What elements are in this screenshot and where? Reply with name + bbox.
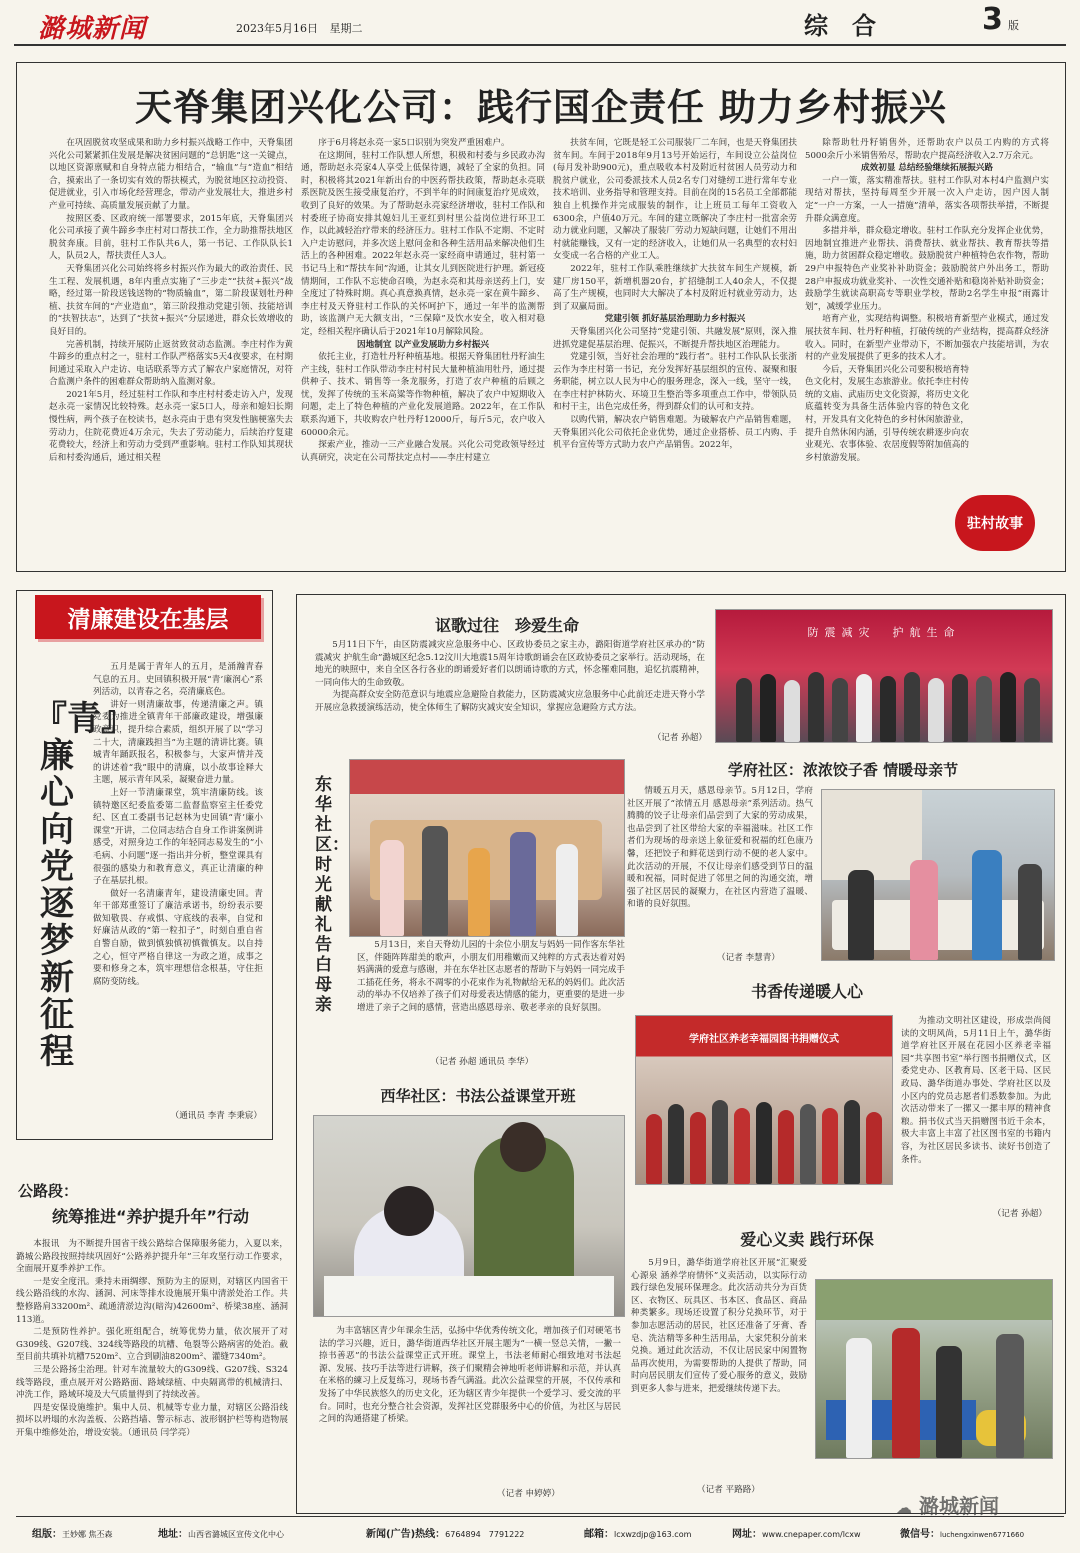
footer-web-value: www.cnepaper.com/lcxw [762,1530,861,1539]
lead-column-1 [49,137,293,563]
footer-address-label: 地址： [158,1529,188,1540]
page-number [982,2,1019,37]
date-text: 2023年5月16日 [236,22,318,35]
story-byline-xuefu: （记者 李慧青） [717,953,780,963]
road-title: 统筹推进“养护提升年”行动 [52,1207,250,1226]
masthead [14,2,1066,44]
footer-address [158,1525,284,1540]
footer-wechat [900,1525,1024,1540]
footer-hotline-label: 新闻(广告)热线： [366,1529,446,1540]
integrity-paragraph: 讲好一则清廉故事，传递清廉之声。镇党委为推进全镇青年干部廉政建设，增强廉政意识，提升综合素质，组织开展了以“学习二十大，清廉践担当”为主题的清讲比赛。镇城青年踊跃报名，积极参与，大家声情并茂的讲述着“我”眼中的清廉，以小故事诠释大主题，展示青年风采，凝聚奋进力量。 [93,699,263,786]
integrity-banner [35,595,261,639]
story-byline-books: （记者 孙超） [992,1209,1047,1219]
lead-paragraph: 在这期间，驻村工作队想人所想，积极和村委与乡民政办沟通，帮助赵永亮家4人享受上低保待遇，减轻了全家的负担。同时，积极将其2021年新出台的中医药帮扶政策，帮助赵永亮联系医院及医生接受康复治疗，不到半年的时间康复治疗见成效，收到了良好的效果。为了帮助赵永亮家经济增收，驻村工作队和村委班子协商安排其媳妇儿王亚红到村里公益岗位进行环卫工作，以此减轻治疗带来的经济压力。驻村工作队不定期、不定时入户走访慰问，并多次送上慰问金和各种生活用品来解决他们生活上的各种困难。2022年赵永亮一家经商申请通过，驻村第一书记马上和“帮扶车间”沟通，让其女儿到医院进行护理。新冠疫情期间，工作队不忘使命召唤，为赵永亮和其母亲送药上门，安全度过了特殊时期。真心真意换真情，赵永亮一家在黄牛蹄乡、李庄村及天脊驻村工作队的关怀呵护下，通过一年半的监测帮助，该监测户无大额支出，“三保障”及饮水安全，收入相对稳定，经相关程序确认后于2021年10月解除风险。 [301,150,545,337]
lead-paragraph: 完善机制，持续开展防止返贫致贫动态监测。李庄村作为黄牛蹄乡的重点村之一，驻村工作队严格落实5天4夜要求，在村期间通过采取入户走访、电话联系等方式了解农户家庭情况，对符合监测户条件的困难群众帮助纳入监测对象。 [49,339,293,388]
lead-paragraph: 依托主业，打造牡丹籽种植基地。根据天脊集团牡丹籽油生产主线，驻村工作队带动李庄村村民大量种植油用牡丹，通过提供种子、技术、销售等一条龙服务，打造了农户种植的后顾之忧，发挥了传统的玉米高粱等作物种植，解决了农户中短期收入问题，走上了特色种植的产业化发展道路。2022年，在工作队联系沟通下，共收购农户牡丹籽12000斤，每斤5元，农户收入60000余元。 [301,352,545,438]
footer-editor-value: 王妙娜 焦丕森 [62,1530,113,1539]
footer-mail-value: lcxwzdjp@163.com [614,1530,692,1539]
lead-subhead: 成效初显 总结经验继续拓展振兴路 [861,163,993,174]
page-no: 3 [982,2,1003,37]
lead-paragraph: 序于6月将赵永亮一家5口识别为突发严重困难户。 [318,138,510,148]
road-section [16,1174,288,1516]
section-name: 综 合 [804,12,876,40]
story-body-books [901,1015,1051,1203]
lead-headline: 天脊集团兴化公司：践行国企责任 助力乡村振兴 [135,86,947,129]
story-body-xuefu [627,785,813,935]
story-byline-xihua: （记者 申婷婷） [497,1489,560,1499]
watermark-text: 潞城新闻 [918,1494,999,1518]
community-section [296,594,1066,1514]
issue-date [236,20,363,36]
footer-web [732,1525,861,1540]
story-paragraph: 5月13日，来自天脊幼儿园的十余位小朋友与妈妈一同作客东华社区，伴随阵阵甜美的歌声，小朋友们用稚嫩而又纯粹的方式表达着对妈妈满满的爱意与感谢，并在东华社区志愿者的帮助下与妈妈一同完成手工插花任务，将永不凋零的小花束作为礼物献给无私的妈妈们。此次活动的举办不仅培养了孩子们对母爱表达情感的能力，更重要的是进一步增进了亲子之间的感情，营造出感恩母亲、敬老孝亲的良好氛围。 [357,940,625,1013]
story-title-books: 书香传递暖人心 [750,982,863,1001]
seal-text: 驻村故事 [967,516,1023,532]
lead-paragraph: 一户一策，落实精准帮扶。驻村工作队对本村4户监测户实现结对帮扶，坚持每周至少开展一次入户走访，因户因人制定“一户一方案，一人一措施”清单，落实各项帮扶举措，不断提升群众满意度。 [805,175,1049,224]
photo-banner-text: 防震减灾 护航生命 [807,626,961,639]
lead-paragraph: 以购代销，解决农户销售难题。为破解农户产品销售难题，天脊集团兴化公司依托企业优势，通过企业搭桥、员工内购、手机平台宣传等方式助力农户产品销售。2022年， [553,415,797,451]
lead-paragraph: 在巩固脱贫攻坚成果和助力乡村振兴战略工作中，天脊集团兴化公司紧紧抓住发展是解决贫困问题的“总钥匙”这一关键点，以地区资源禀赋和自身特点能力相结合，“输血”与“造血”相结合，摸索出了一条切实有效的帮扶模式，为脱贫地区拉动投资、促进就业，引入市场化经营理念，带动产业发展壮大，推进乡村产业可持续、高质量发展贡献了力量。 [49,138,293,211]
lead-paragraph: 天脊集团兴化公司始终将乡村振兴作为最大的政治责任、民生工程、发展机遇，8年内重点实施了“三步走”“扶贫+振兴”战略，经过第一阶段送钱送物的“物质输血”，第二阶段谋划牡丹种植、扶贫车间的“产业造血”，第三阶段推动党建引领、技能培训的“扶智扶志”，达到了“扶贫+振兴”分层递进，群众长效增收的良好目的。 [49,263,293,337]
lead-story [16,62,1066,572]
photo-books-donation [635,1015,893,1185]
story-byline-charity: （记者 平路路） [697,1485,760,1495]
integrity-paragraph: 上好一节清廉课堂，筑牢清廉防线。该镇特邀区纪委监委第二监督监察室主任委党纪、区直工委副书记赵林为史回镇“青’廉小课堂”开讲，二位同志结合自身工作讲案例讲感受，对照身边工作的年轻同志易发生的”小毛病、小问题”逐一指出并分析，整堂课具有很强的感染力和教育意义，真正让清廉的种子在基层扎根。 [93,787,263,887]
lead-paragraph: 2022年，驻村工作队乘胜继续扩大扶贫车间生产规模，新建厂房150平，新增机器20台，扩招缝制工人40余人，不仅提高了生产规模，也同时大大解决了本村及附近村就业劳动力，达到了双赢局面。 [553,263,797,312]
story-byline-poetry: （记者 孙超） [652,733,707,743]
road-paragraph: 二是预防性养护。强化班组配合，统筹优势力量，依次展开了对G309线、G207线、324线等路段的坑槽、龟裂等公路病害的处治。截至目前共填补坑槽7520m²、立合到刷油8200m²、灌缝7340m²。 [16,1327,288,1363]
banner-text: 清廉建设在基层 [67,606,229,633]
road-paragraph: 本报讯 为不断提升国省干线公路综合保障服务能力，入夏以来，潞城公路段按照持续巩固好“公路养护提升年”三年攻坚行动工作要求，全面展开夏季养护工作。 [16,1239,288,1275]
photo-xuefu-dumplings [821,789,1055,961]
story-paragraph: 情暖五月天，感恩母亲节。5月12日，学府社区开展了“浓情五月 感恩母亲”系列活动。热气腾腾的饺子让母亲们品尝到了大家的劳动成果，也品尝到了社区带给大家的幸福滋味。社区工作者们为现场的母亲送上象征爱和祝福的红色康乃馨，还把饺子和鲜花送到行动不便的老人家中。此次活动的开展，不仅让母亲们感受到节日的温暖和祝福，同时促进了邻里之间的沟通交流，增强了社区居民的凝聚力，在社区内营造了温暖、和谐的良好氛围。 [627,786,813,910]
story-title-charity: 爱心义卖 践行环保 [740,1230,874,1249]
integrity-section [16,590,273,1140]
lead-paragraph: 天脊集团兴化公司坚持“党建引领、共融发展”原则，深入推进抓党建促基层治理、促振兴，不断提升帮扶地区治理能力。 [553,326,797,350]
paper-name: 潞城新闻 [38,14,147,44]
footer-web-label: 网址： [732,1529,762,1540]
story-title-xihua: 西华社区：书法公益课堂开班 [380,1087,576,1105]
footer-mail-label: 邮箱： [584,1529,614,1540]
village-story-seal [955,495,1035,551]
lead-subhead: 党建引领 抓好基层治理助力乡村振兴 [604,314,746,325]
road-paragraph: 四是安保设施维护。集中人员、机械等专业力量，对辖区公路沿线损坏以坍塌的水沟盖板、公路挡墙、警示标志、波形钢护栏等构造物展开集中维修处治，增设安装。（通讯员 闫学亮） [16,1402,288,1438]
footer-hotline-value: 6764894 7791222 [445,1530,525,1539]
lead-paragraph: 党建引领，当好社会治理的“践行者”。驻村工作队队长张浙云作为李庄村第一书记，充分发挥好基层组织的宣传、凝聚和服务职能，树立以人民为中心的服务理念，深入一线，坚守一线，在李庄村护林防火、环境卫生整治等多项重点工作中，带领队员和村干主，出色完成任务，得到群众们的认可和支持。 [553,352,797,413]
masthead-rule [14,44,1066,46]
story-title-poetry: 讴歌过往 珍爱生命 [434,616,579,635]
story-paragraph: 为丰富辖区青少年课余生活，弘扬中华优秀传统文化，增加孩子们对硬笔书法的学习兴趣，近日，潞华街道西华社区开展主题为“一横一竖总关情，一撇一捺书善恶”的书法公益课堂正式开班。课堂上，书法老师耐心细致地对书法起源、发展、技巧手法等进行讲解，孩子们聚精会神地听老师讲解和示范，并认真在米格的練习上反复练习，现场书香气满溢。此次公益课堂的开展，不仅传承和发扬了中华民族悠久的历史文化，还为辖区青少年提供一个爱学习、爱交流的平台。同时，也充分整合社会资源，发挥社区党群服务中心的价值，为社区与居民之间的沟通搭建了桥梁。 [319,1326,621,1425]
photo-xihua-calligraphy [313,1115,625,1317]
story-body-donghua [357,939,625,1049]
footer [16,1516,1064,1547]
lead-paragraph: 除帮助牡丹籽销售外，还帮助农户以员工内购的方式将5000余斤小米销售殆尽，帮助农户提高经济收入2.7万余元。 [805,138,1049,161]
footer-editor [32,1525,113,1540]
story-title-xuefu: 学府社区：浓浓饺子香 情暖母亲节 [727,761,959,779]
integrity-byline: （通讯员 李青 李秉宸） [170,1111,262,1121]
integrity-vertical-title: 『青』廉心向党 逐梦新征程 [33,699,135,1072]
story-title-donghua: 东华社区：时光献礼 告白母亲 [315,775,349,1015]
story-paragraph: 为推动文明社区建设，形成崇尚阅读的文明风尚，5月11日上午，潞华街道学府社区开展在花园小区养老幸福园“共享图书室”举行图书捐赠仪式，区委党史办、区教育局、区老干局、区民政局、潞华街道办事处、学府社区以及小区内的党员志愿者们悉数参加。为此次活动带来了一摞又一摞丰厚的精神食粮。捐书仪式当天捐赠图书近千余本，极大丰富上丰富了社区图书室的书籍内容，为社区居民多读书、读好书创造了条件。 [901,1016,1051,1165]
lead-paragraph: 按照区委、区政府统一部署要求，2015年底，天脊集团兴化公司承接了黄牛蹄乡李庄村对口帮扶工作，全力助推帮扶地区脱贫奔康。目前，驻村工作队共6人，第一书记、工作队队长1人，队员2人，帮扶责任人3人。 [49,213,293,262]
lead-subhead: 因地制宜 以产业发展助力乡村振兴 [357,339,489,350]
lead-column-3 [553,137,797,563]
integrity-paragraph: 做好一名清廉青年，建设清廉史回。青年干部郑重签订了廉洁承诺书，纷纷表示要做知敬畏、存戒惧、守底线的表率，自觉和好廉洁从政的“第一粒扣子”，时刻自重自省自警自励，做到慎独慎初慎微慎友。以自持之心，恒守严格自律这一为政之道，成事之要和修身之本，筑牢理想信念根基，守住拒腐防变防线。 [93,888,263,987]
integrity-paragraph: 五月是属于青年人的五月，是涌瀚青春气息的五月。史回镇积极开展“青’廉润心”系列活动，以青春之名，亮清廉底色。 [93,662,263,698]
lead-paragraph: 培育产业，实现结构调整。积极培育新型产业模式，通过发展扶贫车间、牡丹籽种植，打破传统的产业结构，提高群众经济收入。同时，在新型产业带动下，不断加强农户技能培训，为农村的产业发展提供了更多的技术人才。 [805,314,1049,363]
footer-wechat-value: luchengxinwen6771660 [940,1531,1025,1539]
footer-editor-label: 组版： [32,1529,62,1540]
wechat-icon: ☁ [896,1498,912,1517]
wechat-watermark [896,1490,999,1519]
road-body [16,1238,288,1514]
story-paragraph: 5月9日，潞华街道学府社区开展“汇聚爱心源泉 涵养学府情怀”义卖活动，以实际行动践行绿色发展环保理念。此次活动共分为百货区、衣物区、玩具区、书本区、食品区、商品种类繁多。现场还设置了积分兑换环节，对于参加志愿活动的居民，社区还准备了牙膏、香皂、洗洁精等多种生活用品，大家凭积分前来兑换。通过此次活动，不仅让居民家中闲置物品再次使用，为需要帮助的人提供了帮助，同时向居民朋友们宣传了爱心服务的意义，鼓励到更多人参与进来，把爱继续传递下去。 [631,1258,807,1394]
story-body-xihua [319,1325,621,1481]
footer-mail [584,1525,691,1540]
story-paragraph: 5月11日下午，由区防震减灾应急服务中心、区政协委员之家主办，潞阳街道学府社区承办的“防震减灾 护航生命”潞城区纪念5.12汶川大地震15周年诗歌朗诵会在区政协委员之家举行。活动现场，在地光的映照中，来自全区各行各业的朗诵爱好者们以朗诵诗歌的方式，怀念罹难同胞，追忆抗震精神，一同向伟大的生命致敬。 [315,640,705,688]
weekday-text: 星期二 [329,22,363,35]
photo-poetry-group [715,609,1053,743]
footer-wechat-label: 微信号： [900,1529,940,1540]
story-paragraph: 为提高群众安全防范意识与地震应急避险自救能力，区防震减灾应急服务中心此前还走进天脊小学开展应急救援演练活动，使全体师生了解防灾减灾安全知识，掌握应急避险方式方法。 [315,690,705,713]
story-byline-donghua: （记者 孙超 通讯员 李华） [430,1057,534,1067]
footer-hotline [366,1525,524,1540]
page-suffix: 版 [1007,19,1019,32]
road-tag: 公路段： [18,1182,79,1200]
lead-paragraph: 探索产业，推动一三产业融合发展。兴化公司党政领导经过认真研究，决定在公司帮扶定点村——李庄村建立 [301,440,545,463]
lead-paragraph: 今后，天脊集团兴化公司要积极培育特色文化村，发展生态旅游业。依托李庄村传统的文庙、武庙历史文化资源，将历史文化底蕴转变为具备生活体验内容的特色文化村，开发具有文化特色的乡村休闲旅游业，提升自然休闲内涵，引导传统农耕逐步向农业观光、农事体验、农居度假等附加值高的乡村旅游发展。 [805,364,969,463]
photo-donghua-mothers [349,759,625,937]
lead-paragraph: 扶贫车间，它既是轻工公司服装厂二车间，也是天脊集团扶贫车间。车间于2018年9月13号开始运行，车间设立公益岗位(每月发补助900元)，重点吸收本村及附近村贫困人员劳动力和脱贫户就业，公司委派技术人员2名专门对缝纫工进行常年专业技术培训、业务指导和管理支持。目前在岗的15名员工全部都能独自上机操作并完成服装的制作，让上班员工每年工资收入6300余，户值40万元。车间的建立既解决了李庄村一批富余劳动力就业问题，又解决了服装厂劳动力短缺问题，让她们不用出村就能赚钱，又有一定的经济收入，让她们从一名典型的农村妇女变成一名合格的产业工人。 [553,138,797,262]
photo-banner-text: 学府社区养老幸福园图书捐赠仪式 [689,1034,839,1045]
road-paragraph: 三是公路扬尘治理。针对车流量较大的G309线、G207线、S324线等路段，重点展开对公路路面、路域绿植、中央隔离带的机械清扫、冲洗工作，路域环境及大气质量得到了持续改善。 [16,1364,288,1401]
story-body-charity [631,1257,807,1483]
footer-address-value: 山西省潞城区宣传文化中心 [188,1530,284,1539]
photo-charity-sale [815,1279,1053,1459]
lead-column-2 [301,137,545,563]
lead-paragraph: 2021年5月，经过驻村工作队和李庄村村委走访入户，发现赵永亮一家情况比较特殊。赵永亮一家5口人，母亲和媳妇长期慢性病，两个孩子在校读书，赵永亮由于患有突发性脑梗塞失去劳动力，住院花费近4万余元，失去了劳动能力，后续治疗复建花费较大，经济上和劳动力受到严重影响。驻村工作队知其现状后和村委沟通后，通过相关程 [49,389,293,463]
integrity-body [93,661,263,1101]
road-paragraph: 一是安全度汛。秉持未雨绸缪、预防为主的原则，对辖区内国省干线公路沿线的水沟、涵洞、河床等排水设施展开集中清淤处治工作。共整修路肩33200m²、疏通清淤边沟(暗沟)42600m²、桥梁38座、涵洞113道。 [16,1276,288,1325]
lead-paragraph: 多措并举，群众稳定增收。驻村工作队充分发挥企业优势，因地制宜推进产业帮扶、消费帮扶、就业帮扶、教育帮扶等措施，助力贫困群众稳定增收。鼓励脱贫户种植特色农作物，帮助29户申报特色产业奖补补助资金；鼓励脱贫户外出务工，帮助28户申报成功就业奖补、一次性交通补贴和稳岗补贴补助资金；鼓励学生就读高职高专等职业学校，帮助2名学生申报“雨露计划”，减缓学业压力。 [805,226,1049,312]
